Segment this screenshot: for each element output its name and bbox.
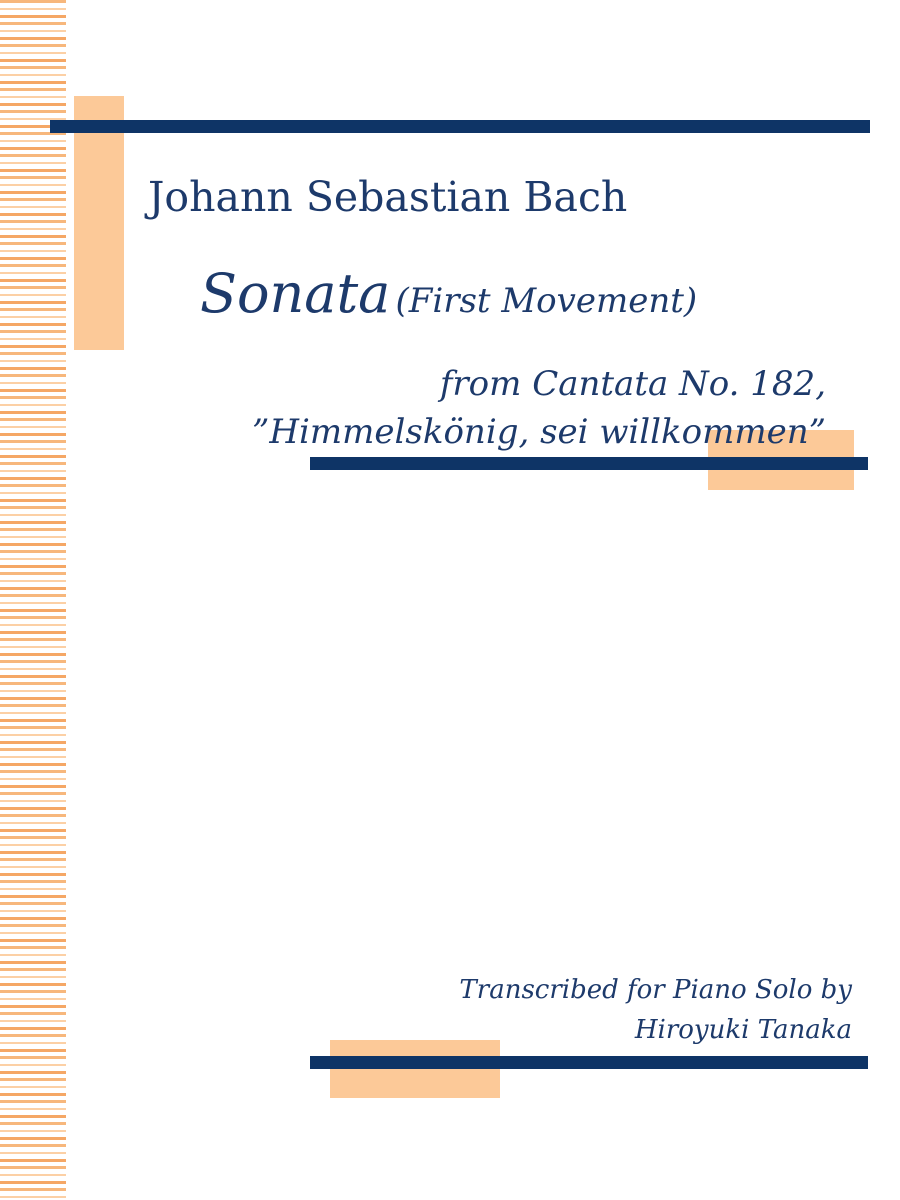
- piece-title: [200, 262, 697, 325]
- source-cantata: [252, 360, 826, 456]
- middle-navy-rule: [310, 457, 868, 470]
- decorative-stripe-band: [0, 0, 66, 1200]
- source-line-1: from Cantata No. 182,: [439, 364, 826, 404]
- credit-line-1: Transcribed for Piano Solo by: [459, 975, 852, 1005]
- transcription-credit: [459, 970, 852, 1050]
- peach-vertical-block: [74, 96, 124, 350]
- bottom-navy-rule: [310, 1056, 868, 1069]
- credit-line-2: Hiroyuki Tanaka: [634, 1015, 852, 1045]
- source-line-2: ”Himmelskönig, sei willkommen”: [252, 412, 826, 452]
- title-movement: (First Movement): [395, 281, 698, 321]
- title-main: Sonata: [200, 262, 391, 325]
- composer-name: Johann Sebastian Bach: [148, 173, 628, 221]
- top-navy-rule: [50, 120, 870, 133]
